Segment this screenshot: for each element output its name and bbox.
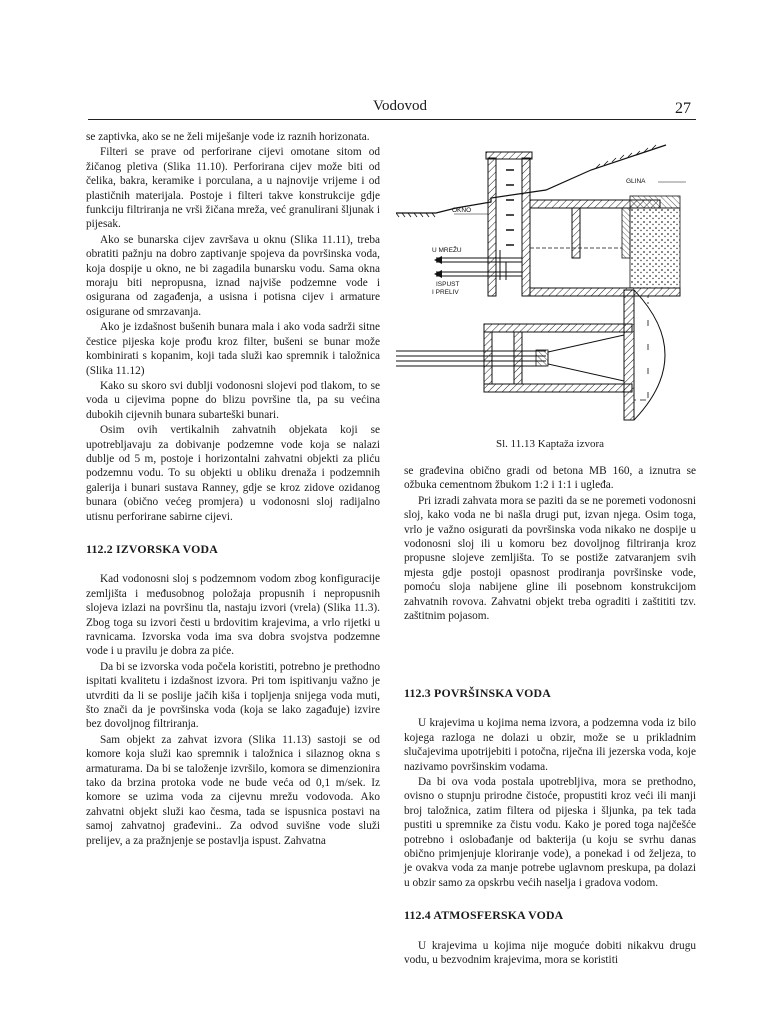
figure-kaptaza-izvora <box>396 130 700 430</box>
spring-capture-diagram <box>396 130 700 430</box>
paragraph: U krajevima u kojima nema izvora, a podzemna voda iz bilo kojega razloga ne dolazi u obzir, može se u prikladnim slučajevima upotrijebiti i potočna, riječna ili jezerska voda, koje nazivamo površinskim vodama. <box>404 717 696 773</box>
paragraph: Filteri se prave od perforirane cijevi omotane sitom od žičanog pletiva (Slika 11.10). Perforirana cijev može biti od čelika, bakra, keramike i porculana, a u najnovije vrijeme i od plastičnih materijala. Postoje i filteri takve konstrukcije gdje funkciju filtriranja ne vrši žičana mreža, već granulirani šljunak i pijesak. <box>86 146 380 231</box>
label-okno: OKNO <box>452 207 472 214</box>
section-heading-atmosferska-voda: 112.4 ATMOSFERSKA VODA <box>404 908 564 923</box>
paragraph: se građevina obično gradi od betona MB 160, a iznutra se ožbuka cementnom žbukom 1:2 i 1:1 i ugleđa. <box>404 465 696 492</box>
section-heading-povrsinska-voda: 112.3 POVRŠINSKA VODA <box>404 686 551 700</box>
paragraph: Kako su skoro svi dublji vodonosni slojevi pod tlakom, to se voda u cijevima popne do blizu površine tla, pa su većina dubokih cijevnih bunara subarteški bunari. <box>86 379 380 421</box>
label-u-mrezu: U MREŽU <box>432 247 462 254</box>
figure-caption: Sl. 11.13 Kaptaža izvora <box>495 438 605 450</box>
paragraph: Da bi ova voda postala upotrebljiva, mora se prethodno, ovisno o stupnju prirodne čistoće, propustiti kroz veći ili manji broj taložnica, zatim filtera od pijeska i šljunka, pa tek tada pustiti u spremnike za čistu vodu. Kako je pored toga najčešće potrebno i oslobađanje od bakterija (u koju se svrhu danas obično primjenjuje kloriranje vode), a ponekad i od željeza, to je ovakva voda za manje potrebe uglavnom preskupa, pa dolazi u obzir samo za opskrbu većih naselja i gradova vodom. <box>404 776 696 889</box>
section-heading-izvorska-voda: 112.2 IZVORSKA VODA <box>86 541 218 556</box>
running-header-title: Vodovod <box>373 98 427 114</box>
paragraph: Kad vodonosni sloj s podzemnom vodom zbog konfiguracije zemljišta i međusobnog položaja propusnih i nepropusnih slojeva izlazi na površinu tla, nastaju izvori (vrela) (Slika 11.3). Zbog toga su izvori česti u brdovitim krajevima, a vrlo rijetki u ravnicama. Izvorska voda ima sva dobra svojstva podzemne vode i u pravilu je dobra za piće. <box>86 573 380 658</box>
paragraph: Sam objekt za zahvat izvora (Slika 11.13) sastoji se od komore koja služi kao spremnik i taložnica i silaznog okna s armaturama. Da bi se taloženje izvršilo, komora se dimenzionira tako da brzina protoka vode ne bude veća od 0,1 m/sek. Iz komore se uzima voda za cijevnu mrežu vodovoda. Ako zahvatni objekt služi kao česma, tada se ispusnica postavi na samoj zahvatnoj građevini.. Za odvod suvišne vode služi prelijev, a za pražnjenje se postavlja ispust. Zahvatna <box>86 733 380 847</box>
label-i-preliv: I PRELIV <box>432 289 459 296</box>
paragraph: U krajevima u kojima nije moguće dobiti nikakvu drugu vodu, u bezvodnim krajevima, mora se koristiti <box>404 939 696 967</box>
left-column <box>86 130 380 848</box>
paragraph: Ako se bunarska cijev završava u oknu (Slika 11.11), treba obratiti pažnju na dobro zaptivanje spojeva da površinska voda, koja dospije u okno, ne bi zagadila bunarsku vodu. Sama okna moraju biti nepropusna, iznad najviše podzemne vode i osigurana od zagađenja, a usisna i potisna cijev i armature osigurane od smrzavanja. <box>86 233 380 318</box>
paragraph: Da bi se izvorska voda počela koristiti, potrebno je prethodno ispitati kvalitetu i izdašnost izvora. Pri tom ispitivanju važno je utvrditi da li se poslije jačih kiša i topljenja snijega voda muti, što znači da je površinska voda (koja se lako zagađuje) izvire bez dovoljnog filtriranja. <box>86 660 380 731</box>
paragraph: Osim ovih vertikalnih zahvatnih objekata koji se upotrebljavaju za dobivanje podzemne vode koja se nalazi dublje od 5 m, postoje i horizontalni zahvatni objekti za pliću podzemnu vodu. To su objekti u obliku drenaža i podzemnih galerija i bunari sustava Ranney, gdje se kroz zidove ozidanog bunara (obično većeg promjera) u vodonosni sloj radijalno utisnu perforirane sabirne cijevi. <box>86 424 380 523</box>
plan-view <box>396 290 665 420</box>
paragraph: Pri izradi zahvata mora se paziti da se ne poremeti vodonosni sloj, kako voda ne bi našla drugi put, izvan njega. Osim toga, vrlo je važno osigurati da površinska voda nikako ne dospije u vodonosni sloj ili u komoru bez dovoljnog filtriranja kroz propusne slojeve zemljišta. To se postiže zatvaranjem svih mjesta gdje postoji opasnost prodiranja površinske vode, pomoću sloja nabijene gline ili posebnom konstrukcijom zahvatnih rovova. Zahvatni objekt treba ograditi i zaštititi tzv. zaštitnim pojasom. <box>404 494 696 623</box>
header-rule <box>88 119 696 120</box>
paragraph: se zaptivka, ako se ne želi miješanje vode iz raznih horizonata. <box>86 131 370 143</box>
page-number: 27 <box>675 100 691 117</box>
label-glina: GLINA <box>626 178 646 185</box>
right-column-upper <box>404 464 696 623</box>
section-view <box>396 145 686 296</box>
right-column-lower <box>404 686 696 968</box>
label-ispust: ISPUST <box>436 281 460 288</box>
paragraph: Ako je izdašnost bušenih bunara mala i ako voda sadrži sitne čestice pijeska koje prođu kroz filter, bušeni se bunar može kombinirati s kopanim, koji tada služi kao spremnik i taložnica (Slika 11.12) <box>86 321 380 377</box>
